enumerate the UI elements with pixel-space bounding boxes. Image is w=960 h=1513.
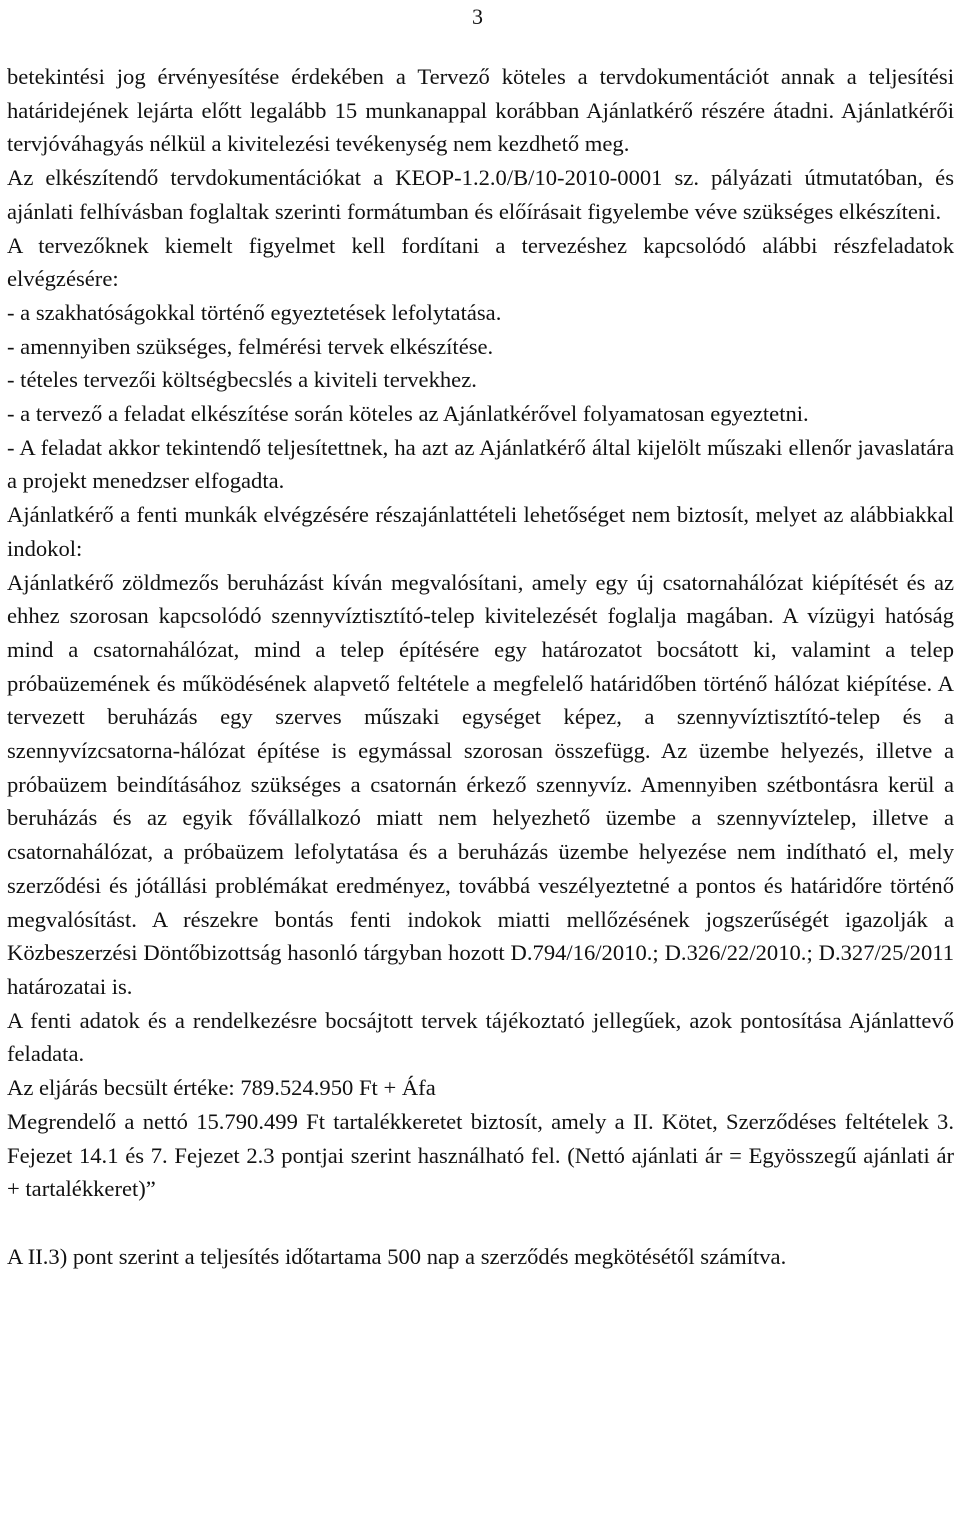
list-item-survey-plans: - amennyiben szükséges, felmérési tervek elkészítése.: [7, 333, 494, 359]
paragraph-duration: A II.3) pont szerint a teljesítés időtartama 500 nap a szerződés megkötésétől számítva.: [7, 1243, 787, 1269]
paragraph-justification: Ajánlatkérő zöldmezős beruházást kíván megvalósítani, amely egy új csatornahálózat kiépítését és az ehhez szorosan kapcsolódó szennyvíztisztító-telep kivitelezését foglalja magában. A vízügyi hatóság mind a csatornahálózat, mind a telep építésére egy határozatot bocsátott ki, valamint a telep próbaüzemének és működésének alapvető feltétele a megfelelő határidőben történő hálózat kiépítése. A tervezett beruházás egy szerves műszaki egységet képez, a szennyvíztisztító-telep és a szennyvízcsatorna-hálózat építése is egymással szorosan összefügg. Az üzembe helyezés, illetve a próbaüzem beindításához szükséges a csatornán érkező szennyvíz. Amennyiben szétbontásra kerül a beruházás és az egyik fővállalkozó miatt nem helyezhető üzembe a szennyvíztelep, illetve a csatornahálózat, a próbaüzem lefolytatása és a beruházás üzembe helyezése nem indítható el, mely szerződési és jótállási problémákat eredményez, továbbá veszélyeztetné a pontos és határidőre történő megvalósítást. A részekre bontás fenti indokok miatti mellőzésének jogszerűségét igazolják a Közbeszerzési Döntőbizottság hasonló tárgyban hozott D.794/16/2010.; D.326/22/2010.; D.327/25/2011 határozatai is.: [7, 569, 954, 999]
paragraph-plan-format: Az elkészítendő tervdokumentációkat a KEOP-1.2.0/B/10-2010-0001 sz. pályázati útmutatóban, és ajánlati felhívásban foglaltak szerinti formátumban és előírásait figyelembe véve szükséges elkészíteni.: [7, 165, 954, 224]
list-item-continuous-coordination: - a tervező a feladat elkészítése során köteles az Ajánlatkérővel folyamatosan egyeztetni.: [7, 401, 809, 427]
blank-line: [7, 1206, 954, 1240]
paragraph-estimated-value: Az eljárás becsült értéke: 789.524.950 Ft + Áfa: [7, 1075, 436, 1101]
paragraph-no-partial-bids: Ajánlatkérő a fenti munkák elvégzésére részajánlattételi lehetőséget nem biztosít, melyet az alábbiakkal indokol:: [7, 502, 954, 561]
list-item-cost-estimate: - tételes tervezői költségbecslés a kiviteli tervekhez.: [7, 367, 477, 393]
document-body: [7, 60, 954, 1273]
paragraph-designer-tasks-intro: A tervezőknek kiemelt figyelmet kell fordítani a tervezéshez kapcsolódó alábbi részfeladatok elvégzésére:: [7, 232, 954, 292]
paragraph-reserve-fund: Megrendelő a nettó 15.790.499 Ft tartalékkeretet biztosít, amely a II. Kötet, Szerződéses feltételek 3. Fejezet 14.1 és 7. Fejezet 2.3 pontjai szerint használható fel. (Nettó ajánlati ár = Egyösszegű ajánlati ár + tartalékkeret)”: [7, 1108, 954, 1202]
paragraph-informative-data: A fenti adatok és a rendelkezésre bocsájtott tervek tájékoztató jellegűek, azok pontosítása Ajánlattevő feladata.: [7, 1007, 954, 1067]
page-number: 3: [472, 4, 483, 29]
list-item-completion-condition: - A feladat akkor tekintendő teljesítettnek, ha azt az Ajánlatkérő által kijelölt műszaki ellenőr javaslatára a projekt menedzser elfogadta.: [7, 434, 954, 494]
list-item-authority-consultations: - a szakhatóságokkal történő egyeztetések lefolytatása.: [7, 299, 502, 325]
paragraph-inspection-right: betekintési jog érvényesítése érdekében a Tervező köteles a tervdokumentációt annak a teljesítési határidejének lejárta előtt legalább 15 munkanappal korábban Ajánlatkérő részére átadni. Ajánlatkérői tervjóváhagyás nélkül a kivitelezési tevékenység nem kezdhető meg.: [7, 64, 954, 157]
